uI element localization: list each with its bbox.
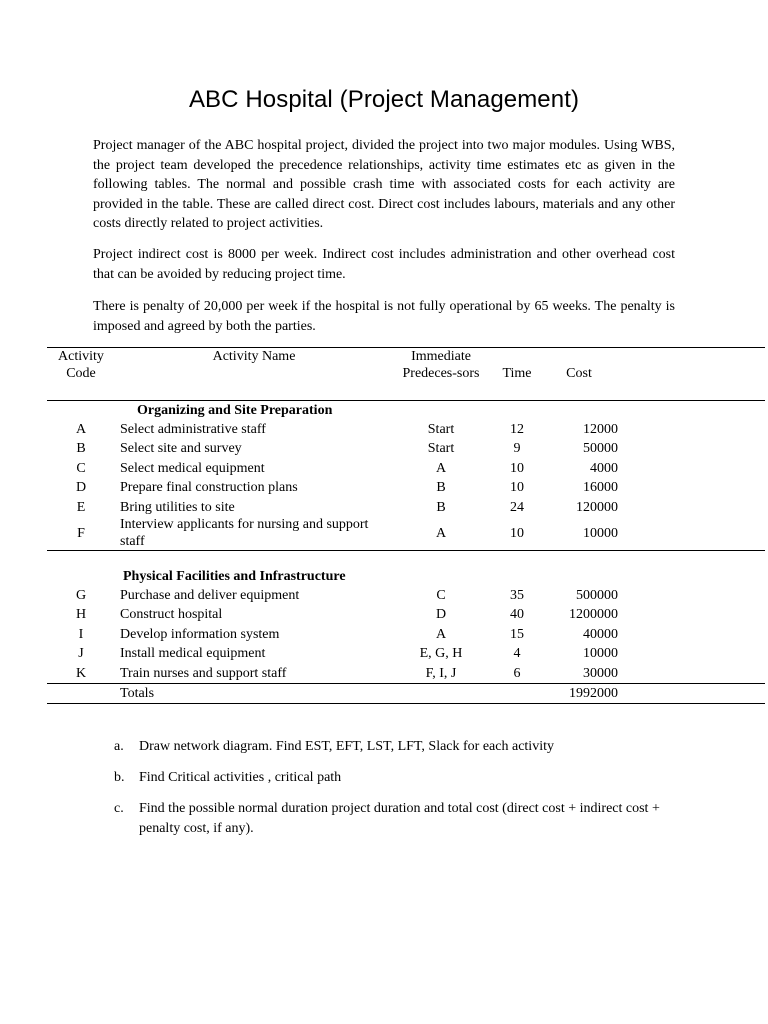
question-text: Find Critical activities , critical path	[139, 770, 342, 785]
header-activity-code: Activity Code	[58, 349, 104, 381]
activity-cost: 10000	[583, 646, 618, 662]
table-row	[47, 664, 765, 684]
activity-time: 15	[510, 626, 524, 642]
table-header-row	[47, 348, 765, 401]
group-title-row	[47, 401, 765, 421]
question-marker: b.	[114, 770, 125, 785]
table-row	[47, 517, 765, 551]
activity-time: 6	[513, 665, 521, 681]
question-text: Find the possible normal duration project duration and total cost (direct cost + indirect cost + penalty cost, if any).	[139, 801, 660, 836]
header-cost: Cost	[566, 365, 592, 381]
activity-name: Bring utilities to site	[120, 499, 235, 515]
activity-name: Construct hospital	[120, 607, 223, 623]
activity-code: F	[77, 525, 85, 541]
question-item	[114, 768, 684, 788]
activity-cost: 12000	[583, 422, 618, 437]
activity-code: D	[75, 480, 87, 496]
activity-cost: 4000	[590, 460, 618, 476]
activity-predecessors: A	[435, 525, 447, 541]
group-title-row	[47, 551, 765, 587]
activity-name: Select medical equipment	[120, 460, 265, 476]
table-row	[47, 586, 765, 605]
group-title: Organizing and Site Preparation	[137, 403, 333, 418]
table-row	[47, 498, 765, 517]
activity-predecessors: C	[436, 588, 446, 604]
activity-cost: 30000	[583, 665, 618, 681]
activity-predecessors: B	[436, 480, 446, 496]
activity-name: Select administrative staff	[120, 422, 266, 437]
indirect-cost-paragraph: Project indirect cost is 8000 per week. Indirect cost includes administration and other overhead cost that can be avoided by reducing project time.	[93, 247, 675, 282]
activity-predecessors: A	[435, 626, 447, 642]
group-title: Physical Facilities and Infrastructure	[123, 569, 346, 585]
activity-code: A	[75, 422, 87, 437]
activity-cost: 1200000	[569, 607, 618, 623]
activity-name: Interview applicants for nursing and support staff	[120, 517, 369, 549]
activity-time: 24	[510, 499, 524, 515]
activity-name: Purchase and deliver equipment	[120, 588, 300, 604]
question-list	[114, 737, 684, 850]
header-time: Time	[502, 365, 532, 381]
activity-predecessors: B	[436, 499, 446, 515]
activity-time: 10	[510, 525, 524, 541]
activity-cost: 40000	[583, 626, 618, 642]
table-row	[47, 459, 765, 478]
activity-code: H	[75, 607, 87, 623]
group-organizing	[47, 401, 765, 551]
table-row	[47, 478, 765, 497]
group-physical-facilities	[47, 551, 765, 704]
activity-time: 10	[510, 480, 524, 496]
question-item	[114, 799, 684, 838]
activity-code: I	[78, 626, 84, 642]
activity-time: 35	[510, 588, 524, 604]
question-text: Draw network diagram. Find EST, EFT, LST, LFT, Slack for each activity	[139, 739, 554, 754]
totals-row	[47, 684, 765, 704]
activity-table	[47, 347, 765, 704]
activity-predecessors: Start	[427, 441, 455, 457]
penalty-paragraph: There is penalty of 20,000 per week if the hospital is not fully operational by 65 weeks. The penalty is imposed and agreed by both the parties.	[93, 299, 675, 334]
activity-cost: 16000	[583, 480, 618, 496]
activity-time: 4	[513, 646, 521, 662]
activity-code: E	[76, 499, 86, 515]
activity-name: Develop information system	[120, 626, 280, 642]
activity-cost: 10000	[583, 525, 618, 541]
activity-predecessors: F, I, J	[425, 665, 457, 681]
activity-cost: 120000	[576, 499, 618, 515]
activity-predecessors: D	[435, 607, 447, 623]
table-row	[47, 625, 765, 644]
activity-name: Prepare final construction plans	[120, 480, 298, 496]
activity-time: 40	[510, 607, 524, 623]
activity-code: B	[76, 441, 86, 457]
totals-label: Totals	[120, 686, 155, 702]
question-marker: c.	[114, 801, 124, 816]
activity-code: J	[78, 646, 84, 662]
activity-name: Install medical equipment	[120, 646, 266, 662]
table-row	[47, 420, 765, 439]
question-marker: a.	[114, 739, 124, 754]
activity-name: Select site and survey	[120, 441, 242, 457]
activity-code: K	[75, 665, 87, 681]
activity-predecessors: A	[435, 460, 447, 476]
table-row	[47, 605, 765, 624]
activity-code: C	[76, 460, 86, 476]
activity-time: 12	[510, 422, 524, 437]
header-predecessors: Immediate Predeces-sors	[402, 349, 480, 381]
activity-cost: 50000	[583, 441, 618, 457]
table-row	[47, 644, 765, 663]
totals-cost: 1992000	[569, 686, 618, 702]
header-activity-name: Activity Name	[212, 349, 296, 364]
activity-name: Train nurses and support staff	[120, 665, 287, 681]
activity-time: 9	[513, 441, 521, 457]
activity-code: G	[75, 588, 87, 604]
activity-cost: 500000	[576, 588, 618, 604]
intro-paragraph: Project manager of the ABC hospital project, divided the project into two major modules. Using WBS, the project team developed the precedence relationships, activity time estimates etc as given in the following tables. The normal and possible crash time with associated costs for each activity are provided in the table. These are called direct cost. Direct cost includes labours, materials and any other costs directly related to project activities.	[93, 138, 675, 231]
activity-predecessors: Start	[427, 422, 455, 437]
activity-time: 10	[510, 460, 524, 476]
page-title: ABC Hospital (Project Management)	[188, 86, 580, 113]
activity-predecessors: E, G, H	[419, 646, 463, 662]
question-item	[114, 737, 684, 757]
table-row	[47, 439, 765, 458]
